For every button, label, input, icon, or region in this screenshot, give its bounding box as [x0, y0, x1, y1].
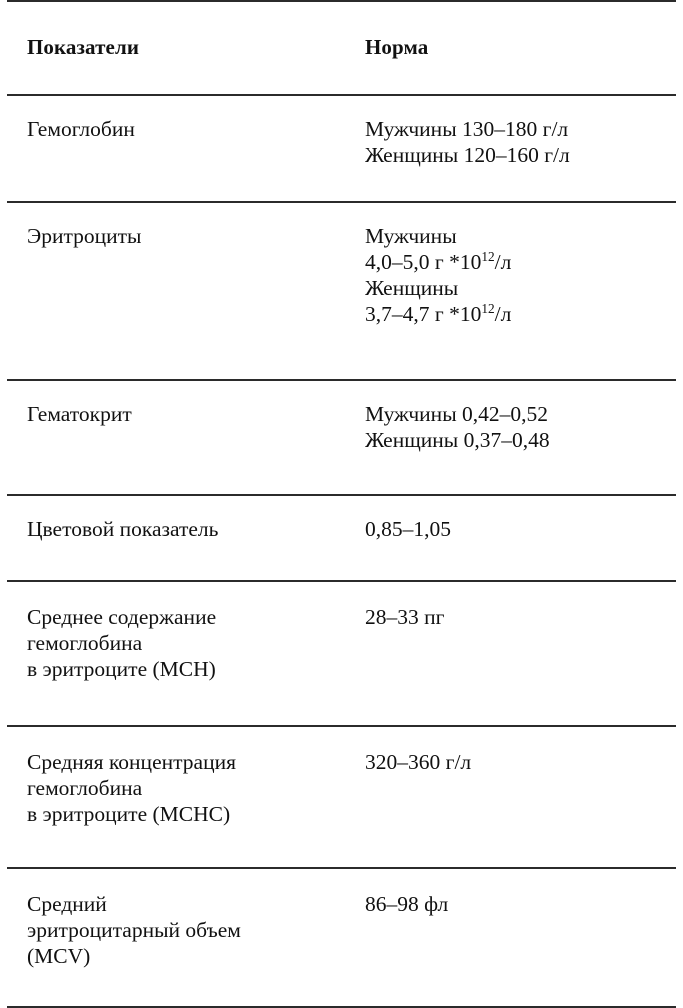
- cell-norm-hemoglobin: [365, 96, 676, 168]
- table-row: [7, 381, 676, 494]
- table-row: [7, 96, 676, 201]
- column-header-indicator: Показатели: [27, 35, 140, 59]
- text-line: в эритроците (MCH): [27, 657, 216, 681]
- indicator-lines-hematocrit: [27, 401, 357, 427]
- table-header-row: [7, 2, 676, 94]
- text-line: Мужчины 0,42–0,52: [365, 402, 549, 426]
- norm-lines-hematocrit: [365, 401, 672, 453]
- text-line: Мужчины: [365, 224, 457, 248]
- text-line: гемоглобина: [27, 776, 143, 800]
- indicator-lines-mchc: [27, 749, 357, 827]
- cell-norm-hematocrit: [365, 381, 676, 453]
- norm-lines-mcv: [365, 891, 672, 917]
- text-line: Эритроциты: [27, 224, 142, 248]
- text-line: (MCV): [27, 944, 91, 968]
- text-line: Женщины: [365, 276, 459, 300]
- text-line: гемоглобина: [27, 631, 143, 655]
- table-row: [7, 727, 676, 867]
- cell-norm-color-index: [365, 496, 676, 542]
- text-line: Среднее содержание: [27, 605, 217, 629]
- indicator-lines-hemoglobin: [27, 116, 357, 142]
- text-line: Цветовой показатель: [27, 517, 219, 541]
- text-line: Гемоглобин: [27, 117, 135, 141]
- text-line: эритроцитарный объем: [27, 918, 241, 942]
- table-row: [7, 496, 676, 580]
- text-line: 4,0–5,0 г $*10^{12}/л$: [365, 248, 512, 274]
- cell-norm-mch: [365, 582, 676, 630]
- norm-lines-mch: [365, 604, 672, 630]
- text-line: 28–33 пг: [365, 605, 445, 629]
- cell-indicator-hemoglobin: [7, 96, 365, 142]
- column-header-norm: Норма: [365, 35, 429, 59]
- indicator-lines-mcv: [27, 891, 357, 969]
- table-row: [7, 582, 676, 725]
- cell-norm-mchc: [365, 727, 676, 775]
- lab-reference-table: [7, 0, 676, 1008]
- cell-norm-erythrocytes: [365, 203, 676, 327]
- text-line: Средний: [27, 892, 107, 916]
- indicator-lines-mch: [27, 604, 357, 682]
- text-line: 3,7–4,7 г $*10^{12}/л$: [365, 300, 512, 326]
- text-line: Мужчины 130–180 г/л: [365, 117, 569, 141]
- text-line: 0,85–1,05: [365, 517, 451, 541]
- table-row: [7, 869, 676, 1006]
- norm-lines-mchc: [365, 749, 672, 775]
- indicator-lines-color-index: [27, 516, 357, 542]
- text-line: 320–360 г/л: [365, 750, 472, 774]
- text-line: Средняя концентрация: [27, 750, 236, 774]
- table-row: [7, 203, 676, 379]
- cell-indicator-mcv: [7, 869, 365, 969]
- cell-norm-mcv: [365, 869, 676, 917]
- norm-lines-color-index: [365, 516, 672, 542]
- cell-indicator-hematocrit: [7, 381, 365, 427]
- cell-indicator-erythrocytes: [7, 203, 365, 249]
- text-line: Гематокрит: [27, 402, 132, 426]
- norm-lines-hemoglobin: [365, 116, 672, 168]
- text-line: Женщины 0,37–0,48: [365, 428, 550, 452]
- norm-lines-erythrocytes: [365, 223, 672, 327]
- text-line: Женщины 120–160 г/л: [365, 143, 570, 167]
- superscript-exponent: 12: [481, 300, 495, 316]
- cell-indicator-color-index: [7, 496, 365, 542]
- cell-indicator-mchc: [7, 727, 365, 827]
- text-line: 86–98 фл: [365, 892, 449, 916]
- cell-indicator-mch: [7, 582, 365, 682]
- indicator-lines-erythrocytes: [27, 223, 357, 249]
- text-line: в эритроците (MCHC): [27, 802, 231, 826]
- superscript-exponent: 12: [481, 248, 495, 264]
